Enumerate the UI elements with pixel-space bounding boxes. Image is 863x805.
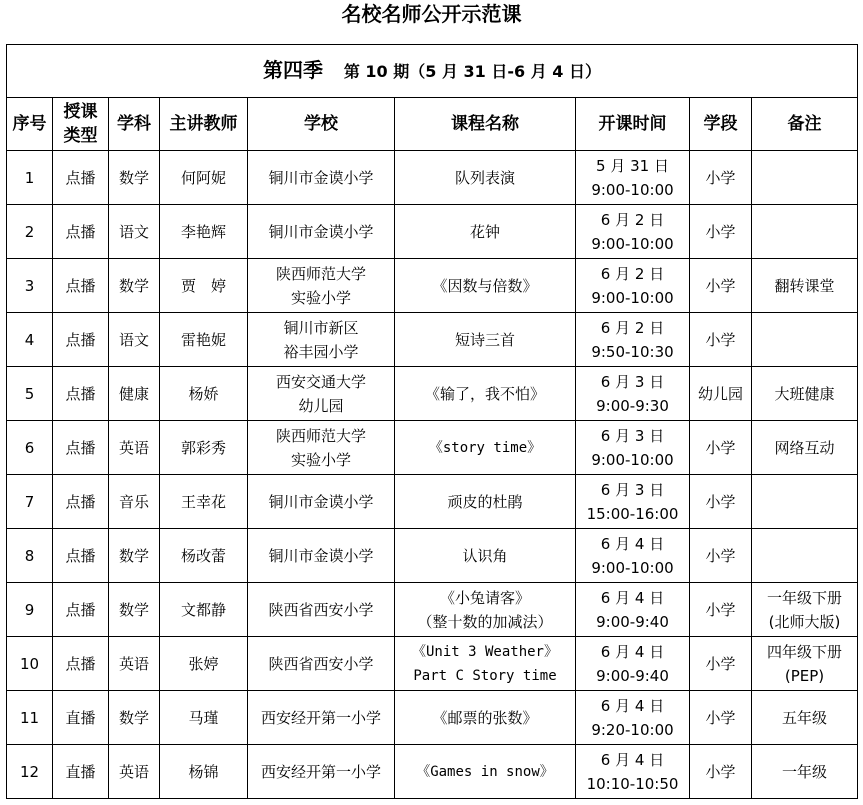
cell-hours: 9:00-9:40 <box>596 612 669 631</box>
cell-index: 5 <box>7 367 53 421</box>
cell-date: 6 月 4 日 <box>600 750 665 769</box>
header-school: 学校 <box>248 98 395 151</box>
cell-school <box>248 529 395 583</box>
table-row <box>7 259 858 313</box>
cell-course-line: 《邮票的张数》 <box>432 708 538 727</box>
cell-date: 6 月 3 日 <box>600 372 665 391</box>
cell-teacher: 何阿妮 <box>160 151 248 205</box>
cell-index: 11 <box>7 691 53 745</box>
cell-type: 直播 <box>53 691 109 745</box>
cell-subject: 英语 <box>109 745 160 799</box>
cell-school-line: 陕西师范大学 <box>275 426 366 445</box>
cell-stage: 小学 <box>690 313 752 367</box>
cell-note <box>752 637 858 691</box>
header-row <box>7 98 858 151</box>
cell-note <box>752 259 858 313</box>
cell-school-line: 铜川市金谟小学 <box>268 222 374 241</box>
cell-school-line: 陕西师范大学 <box>275 264 366 283</box>
cell-note <box>752 421 858 475</box>
table-row <box>7 367 858 421</box>
cell-course <box>395 367 576 421</box>
cell-index: 7 <box>7 475 53 529</box>
cell-course <box>395 691 576 745</box>
cell-course-line: 《小兔请客》 <box>439 588 530 607</box>
table-row <box>7 637 858 691</box>
cell-stage: 小学 <box>690 529 752 583</box>
cell-type: 点播 <box>53 313 109 367</box>
cell-hours: 9:00-10:00 <box>591 234 674 253</box>
cell-date: 6 月 3 日 <box>600 480 665 499</box>
cell-note <box>752 367 858 421</box>
cell-date: 6 月 4 日 <box>600 696 665 715</box>
table-row <box>7 475 858 529</box>
cell-school-line: 实验小学 <box>290 288 351 307</box>
cell-index: 10 <box>7 637 53 691</box>
cell-teacher: 王幸花 <box>160 475 248 529</box>
cell-teacher: 张婷 <box>160 637 248 691</box>
cell-date: 6 月 2 日 <box>600 264 665 283</box>
cell-type: 点播 <box>53 205 109 259</box>
cell-school-line: 铜川市金谟小学 <box>268 492 374 511</box>
cell-date: 6 月 4 日 <box>600 534 665 553</box>
header-index: 序号 <box>7 98 53 151</box>
cell-type: 直播 <box>53 745 109 799</box>
cell-teacher: 雷艳妮 <box>160 313 248 367</box>
cell-type: 点播 <box>53 259 109 313</box>
cell-course <box>395 475 576 529</box>
table-row <box>7 313 858 367</box>
cell-date: 6 月 4 日 <box>600 642 665 661</box>
cell-course <box>395 421 576 475</box>
cell-note-line: (PEP) <box>784 666 825 685</box>
cell-note <box>752 475 858 529</box>
cell-note <box>752 583 858 637</box>
cell-type: 点播 <box>53 421 109 475</box>
cell-school-line: 西安经开第一小学 <box>260 708 381 727</box>
cell-note-line: 一年级 <box>782 762 828 781</box>
cell-course-line: 认识角 <box>462 546 508 565</box>
cell-time <box>576 583 690 637</box>
cell-stage: 小学 <box>690 475 752 529</box>
cell-course <box>395 637 576 691</box>
cell-time <box>576 745 690 799</box>
cell-index: 4 <box>7 313 53 367</box>
cell-index: 1 <box>7 151 53 205</box>
cell-school <box>248 313 395 367</box>
cell-school <box>248 259 395 313</box>
cell-index: 8 <box>7 529 53 583</box>
cell-time <box>576 367 690 421</box>
cell-stage: 小学 <box>690 421 752 475</box>
cell-stage: 小学 <box>690 151 752 205</box>
cell-subject: 英语 <box>109 637 160 691</box>
cell-date: 6 月 2 日 <box>600 318 665 337</box>
cell-hours: 9:00-9:40 <box>596 666 669 685</box>
cell-subject: 数学 <box>109 529 160 583</box>
cell-hours: 9:00-10:00 <box>591 450 674 469</box>
table-row <box>7 529 858 583</box>
cell-school <box>248 151 395 205</box>
cell-note-line: 翻转课堂 <box>774 276 835 295</box>
cell-type: 点播 <box>53 583 109 637</box>
cell-index: 3 <box>7 259 53 313</box>
cell-index: 2 <box>7 205 53 259</box>
cell-time <box>576 313 690 367</box>
cell-hours: 9:20-10:00 <box>591 720 674 739</box>
cell-subject: 音乐 <box>109 475 160 529</box>
cell-index: 6 <box>7 421 53 475</box>
cell-note-line: 四年级下册 <box>767 642 843 661</box>
cell-time <box>576 475 690 529</box>
cell-hours: 9:00-9:30 <box>596 396 669 415</box>
header-time: 开课时间 <box>576 98 690 151</box>
table-row <box>7 745 858 799</box>
cell-note-line: 大班健康 <box>774 384 835 403</box>
cell-note-line: (北师大版) <box>768 612 841 631</box>
cell-teacher: 文都静 <box>160 583 248 637</box>
cell-teacher: 李艳辉 <box>160 205 248 259</box>
cell-school <box>248 421 395 475</box>
table-row <box>7 205 858 259</box>
cell-school <box>248 475 395 529</box>
cell-course <box>395 259 576 313</box>
cell-stage: 小学 <box>690 205 752 259</box>
cell-hours: 15:00-16:00 <box>586 504 679 523</box>
header-subject: 学科 <box>109 98 160 151</box>
cell-school-line: 裕丰园小学 <box>283 342 359 361</box>
header-teacher: 主讲教师 <box>160 98 248 151</box>
cell-time <box>576 691 690 745</box>
cell-note <box>752 745 858 799</box>
header-course: 课程名称 <box>395 98 576 151</box>
cell-course-line: 《Unit 3 Weather》 <box>411 643 558 660</box>
cell-stage: 小学 <box>690 691 752 745</box>
cell-teacher: 杨锦 <box>160 745 248 799</box>
cell-subject: 数学 <box>109 583 160 637</box>
cell-course <box>395 745 576 799</box>
cell-date: 6 月 4 日 <box>600 588 665 607</box>
season-name: 第四季 <box>263 58 324 82</box>
cell-hours: 9:00-10:00 <box>591 180 674 199</box>
cell-stage: 小学 <box>690 259 752 313</box>
season-row <box>7 45 858 98</box>
cell-note <box>752 205 858 259</box>
cell-course-line: 队列表演 <box>454 168 515 187</box>
cell-school <box>248 205 395 259</box>
cell-subject: 语文 <box>109 205 160 259</box>
cell-course <box>395 313 576 367</box>
cell-course-line: 《因数与倍数》 <box>432 276 538 295</box>
cell-course-line: （整十数的加减法） <box>417 612 553 631</box>
cell-teacher: 贾 婷 <box>160 259 248 313</box>
cell-school-line: 陕西省西安小学 <box>268 600 374 619</box>
cell-note-line: 网络互动 <box>774 438 835 457</box>
cell-school-line: 铜川市新区 <box>283 318 359 337</box>
cell-note-line: 一年级下册 <box>767 588 843 607</box>
cell-school <box>248 637 395 691</box>
cell-school <box>248 583 395 637</box>
cell-subject: 数学 <box>109 259 160 313</box>
cell-course <box>395 205 576 259</box>
cell-school-line: 西安交通大学 <box>275 372 366 391</box>
cell-school <box>248 367 395 421</box>
cell-school-line: 铜川市金谟小学 <box>268 546 374 565</box>
cell-hours: 10:10-10:50 <box>586 774 679 793</box>
cell-stage: 小学 <box>690 637 752 691</box>
cell-time <box>576 259 690 313</box>
cell-teacher: 马瑾 <box>160 691 248 745</box>
page-title: 名校名师公开示范课 <box>341 2 522 26</box>
cell-date: 5 月 31 日 <box>596 156 669 175</box>
cell-teacher: 杨改蕾 <box>160 529 248 583</box>
cell-note-line: 五年级 <box>782 708 828 727</box>
cell-note <box>752 529 858 583</box>
cell-note <box>752 151 858 205</box>
cell-time <box>576 637 690 691</box>
header-note: 备注 <box>752 98 858 151</box>
cell-teacher: 郭彩秀 <box>160 421 248 475</box>
cell-course-line: 《Games in snow》 <box>416 763 554 780</box>
cell-stage: 幼儿园 <box>690 367 752 421</box>
header-type-line1: 授课 <box>63 102 98 122</box>
cell-subject: 英语 <box>109 421 160 475</box>
cell-time <box>576 205 690 259</box>
header-type-line2: 类型 <box>63 126 98 146</box>
cell-course-line: 短诗三首 <box>454 330 515 349</box>
cell-teacher: 杨娇 <box>160 367 248 421</box>
cell-course <box>395 529 576 583</box>
cell-hours: 9:00-10:00 <box>591 558 674 577</box>
cell-subject: 数学 <box>109 151 160 205</box>
cell-school-line: 西安经开第一小学 <box>260 762 381 781</box>
cell-school-line: 铜川市金谟小学 <box>268 168 374 187</box>
cell-school-line: 幼儿园 <box>298 396 344 415</box>
cell-school <box>248 745 395 799</box>
cell-school-line: 陕西省西安小学 <box>268 654 374 673</box>
cell-type: 点播 <box>53 151 109 205</box>
cell-course-line: 《输了，我不怕》 <box>424 384 545 403</box>
cell-school <box>248 691 395 745</box>
cell-course-line: Part C Story time <box>413 667 557 684</box>
cell-subject: 语文 <box>109 313 160 367</box>
cell-stage: 小学 <box>690 745 752 799</box>
cell-type: 点播 <box>53 637 109 691</box>
cell-time <box>576 151 690 205</box>
cell-index: 12 <box>7 745 53 799</box>
cell-hours: 9:00-10:00 <box>591 288 674 307</box>
cell-hours: 9:50-10:30 <box>591 342 674 361</box>
cell-course-line: 《story time》 <box>428 439 542 456</box>
table-row <box>7 583 858 637</box>
table-row <box>7 691 858 745</box>
header-type <box>53 98 109 151</box>
table-row <box>7 151 858 205</box>
cell-time <box>576 529 690 583</box>
cell-course-line: 顽皮的杜鹃 <box>447 492 523 511</box>
cell-subject: 健康 <box>109 367 160 421</box>
cell-stage: 小学 <box>690 583 752 637</box>
cell-subject: 数学 <box>109 691 160 745</box>
cell-school-line: 实验小学 <box>290 450 351 469</box>
cell-note <box>752 313 858 367</box>
cell-time <box>576 421 690 475</box>
cell-date: 6 月 2 日 <box>600 210 665 229</box>
cell-course-line: 花钟 <box>469 222 500 241</box>
cell-index: 9 <box>7 583 53 637</box>
cell-type: 点播 <box>53 367 109 421</box>
schedule-table <box>6 44 858 799</box>
season-cell <box>7 45 858 98</box>
cell-type: 点播 <box>53 529 109 583</box>
cell-course <box>395 151 576 205</box>
cell-note <box>752 691 858 745</box>
cell-type: 点播 <box>53 475 109 529</box>
header-stage: 学段 <box>690 98 752 151</box>
table-row <box>7 421 858 475</box>
issue-range: 第 10 期（5 月 31 日-6 月 4 日） <box>343 62 601 81</box>
cell-course <box>395 583 576 637</box>
cell-date: 6 月 3 日 <box>600 426 665 445</box>
